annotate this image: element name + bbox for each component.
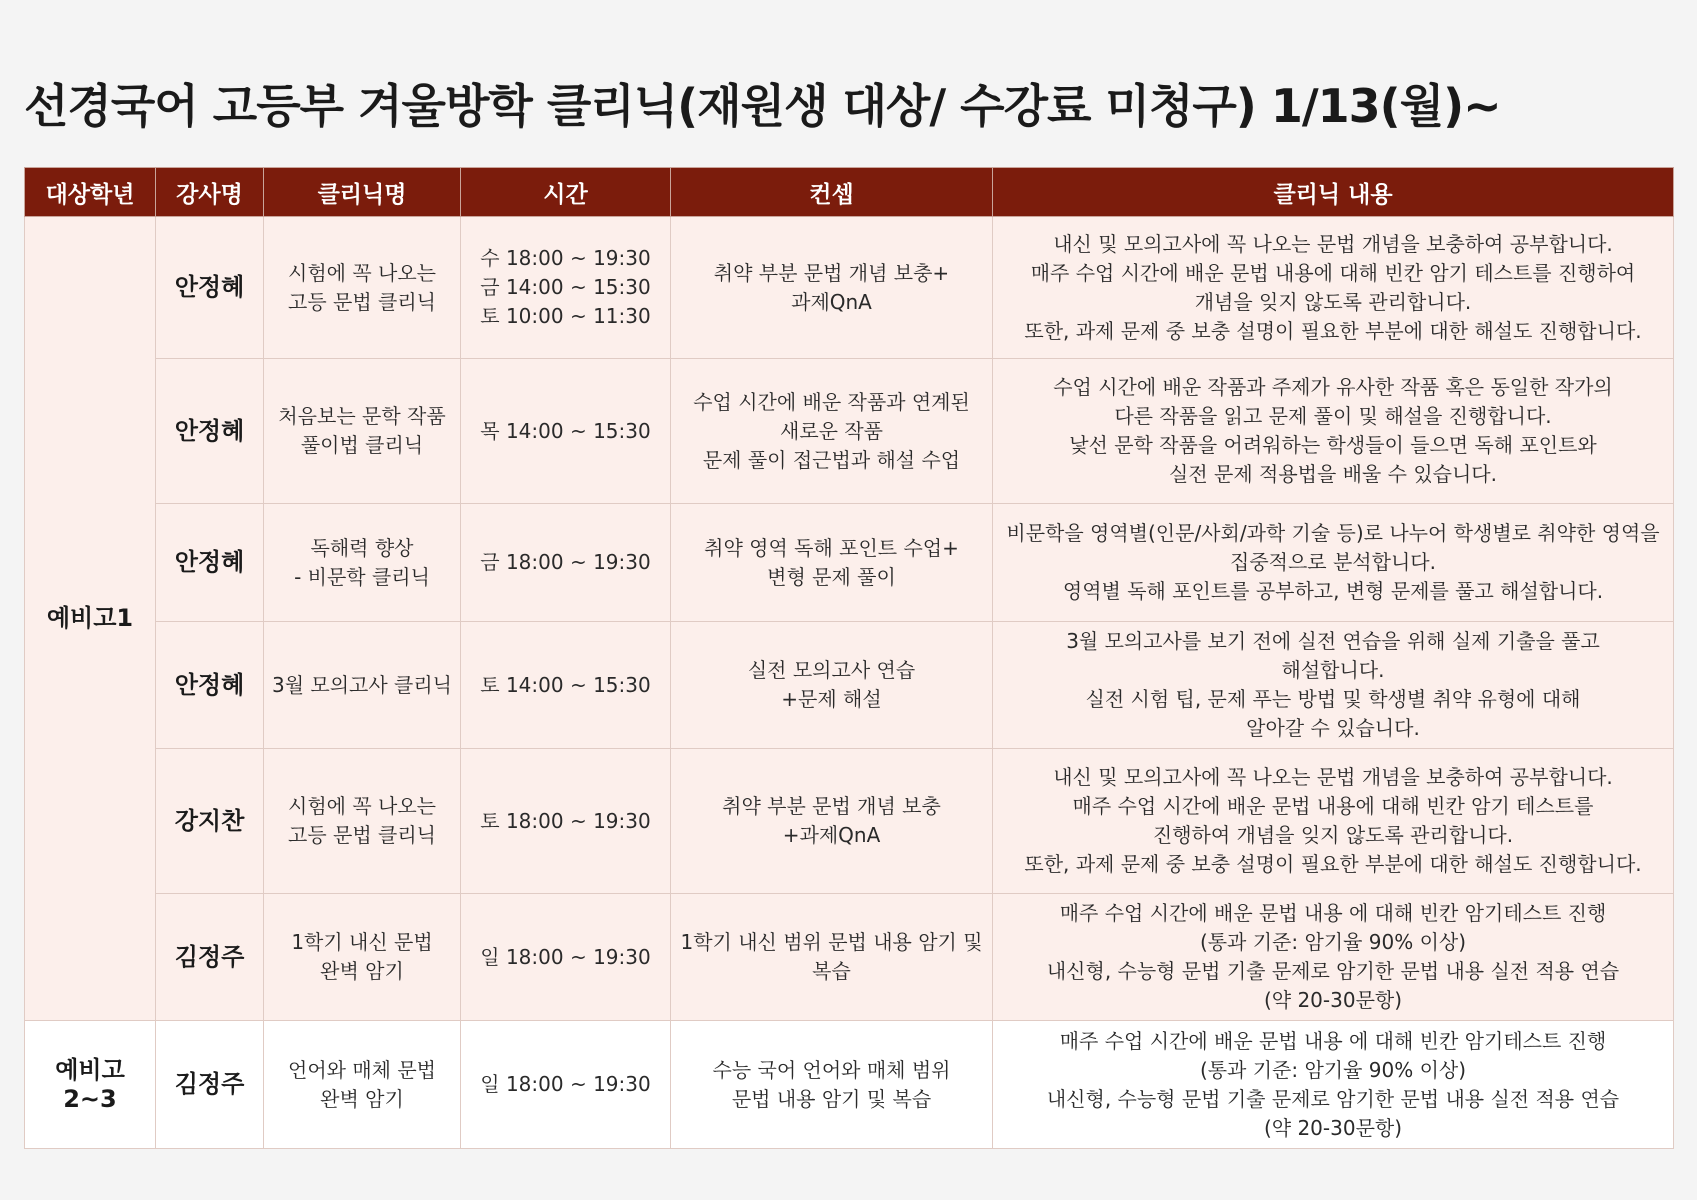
time-cell — [461, 217, 671, 359]
content-cell — [993, 749, 1674, 894]
content-line: 매주 수업 시간에 배운 문법 내용 에 대해 빈칸 암기테스트 진행 — [1059, 901, 1607, 925]
table-row — [25, 504, 1674, 622]
clinic-name-line: 3월 모의고사 클리닉 — [272, 672, 452, 697]
table-row — [25, 359, 1674, 504]
time-cell — [461, 1021, 671, 1149]
content-line: 매주 수업 시간에 배운 문법 내용에 대해 빈칸 암기 테스트를 — [1072, 794, 1594, 818]
clinic-name-line: 고등 문법 클리닉 — [288, 289, 436, 314]
concept-cell — [671, 359, 993, 504]
clinic-name-line: 시험에 꼭 나오는 — [288, 260, 436, 285]
teacher-cell: 안정혜 — [156, 504, 264, 622]
time-line: 금 18:00 ~ 19:30 — [480, 550, 651, 574]
content-cell — [993, 622, 1674, 749]
content-line: 비문학을 영역별(인문/사회/과학 기술 등)로 나누어 학생별로 취약한 영역을 — [1006, 521, 1660, 545]
concept-line: +문제 해설 — [781, 687, 882, 711]
concept-cell — [671, 1021, 993, 1149]
clinic-name-cell — [264, 504, 461, 622]
table-row — [25, 622, 1674, 749]
table-header-row — [25, 168, 1674, 217]
concept-line: 새로운 작품 — [780, 418, 883, 443]
concept-line: 1학기 내신 범위 문법 내용 암기 및 — [680, 930, 983, 954]
content-line: 내신 및 모의고사에 꼭 나오는 문법 개념을 보충하여 공부합니다. — [1053, 765, 1613, 789]
time-line: 토 18:00 ~ 19:30 — [480, 808, 651, 833]
content-line: 영역별 독해 포인트를 공부하고, 변형 문제를 풀고 해설합니다. — [1062, 579, 1604, 603]
clinic-name-line: - 비문학 클리닉 — [294, 564, 430, 589]
teacher-cell: 안정혜 — [156, 622, 264, 749]
grade-cell: 예비고1 — [25, 217, 156, 1021]
grade-line: 2~3 — [63, 1084, 117, 1113]
page-title: 선경국어 고등부 겨울방학 클리닉(재원생 대상/ 수강료 미청구) 1/13(월)~ — [24, 79, 1501, 133]
clinic-name-line: 1학기 내신 문법 — [291, 930, 433, 954]
content-line: (약 20-30문항) — [1263, 1115, 1403, 1140]
content-line: (통과 기준: 암기율 90% 이상) — [1199, 930, 1467, 954]
content-line: 수업 시간에 배운 작품과 주제가 유사한 작품 혹은 동일한 작가의 — [1053, 375, 1613, 399]
concept-line: 과제QnA — [791, 289, 872, 314]
clinic-name-cell — [264, 217, 461, 359]
content-line: (약 20-30문항) — [1263, 988, 1403, 1012]
time-line: 토 14:00 ~ 15:30 — [480, 672, 651, 697]
concept-cell — [671, 622, 993, 749]
concept-line: 수능 국어 언어와 매체 범위 — [712, 1057, 951, 1082]
clinic-name-line: 처음보는 문학 작품 — [278, 404, 446, 428]
concept-line: 문제 풀이 접근법과 해설 수업 — [702, 447, 961, 472]
time-cell — [461, 894, 671, 1021]
clinic-name-line: 풀이법 클리닉 — [300, 433, 424, 457]
clinic-name-line: 완벽 암기 — [320, 1086, 404, 1111]
table-row — [25, 217, 1674, 359]
clinic-schedule-table — [24, 167, 1674, 1149]
concept-line: 수업 시간에 배운 작품과 연계된 — [693, 389, 970, 414]
clinic-name-line: 독해력 향상 — [310, 535, 414, 560]
header-time: 시간 — [461, 168, 671, 217]
concept-line: 변형 문제 풀이 — [767, 564, 896, 589]
header-grade: 대상학년 — [25, 168, 156, 217]
teacher-cell: 강지찬 — [156, 749, 264, 894]
time-line: 일 18:00 ~ 19:30 — [480, 944, 651, 969]
concept-line: 취약 부분 문법 개념 보충 — [722, 794, 941, 818]
time-cell — [461, 749, 671, 894]
clinic-name-cell — [264, 749, 461, 894]
clinic-name-line: 언어와 매체 문법 — [288, 1057, 436, 1082]
concept-cell — [671, 217, 993, 359]
teacher-cell: 안정혜 — [156, 359, 264, 504]
clinic-name-cell — [264, 1021, 461, 1149]
concept-cell — [671, 894, 993, 1021]
concept-line: 실전 모의고사 연습 — [747, 658, 916, 682]
table-row — [25, 1021, 1674, 1149]
time-line: 금 14:00 ~ 15:30 — [480, 275, 651, 299]
time-cell — [461, 359, 671, 504]
time-cell — [461, 622, 671, 749]
time-line: 일 18:00 ~ 19:30 — [480, 1072, 651, 1096]
content-line: 매주 수업 시간에 배운 문법 내용에 대해 빈칸 암기 테스트를 진행하여 — [1030, 260, 1636, 285]
concept-line: +과제QnA — [782, 823, 881, 847]
header-clinic-name: 클리닉명 — [264, 168, 461, 217]
concept-cell — [671, 504, 993, 622]
concept-line: 취약 부분 문법 개념 보충+ — [713, 260, 950, 285]
table-row — [25, 894, 1674, 1021]
teacher-cell: 김정주 — [156, 894, 264, 1021]
time-cell — [461, 504, 671, 622]
header-teacher: 강사명 — [156, 168, 264, 217]
content-line: 진행하여 개념을 잊지 않도록 관리합니다. — [1152, 823, 1514, 847]
clinic-name-cell — [264, 622, 461, 749]
content-line: 또한, 과제 문제 중 보충 설명이 필요한 부분에 대한 해설도 진행합니다. — [1024, 852, 1642, 876]
content-cell — [993, 1021, 1674, 1149]
content-line: 매주 수업 시간에 배운 문법 내용 에 대해 빈칸 암기테스트 진행 — [1059, 1028, 1607, 1053]
clinic-name-cell — [264, 894, 461, 1021]
content-line: 실전 문제 적용법을 배울 수 있습니다. — [1169, 462, 1497, 486]
clinic-name-line: 시험에 꼭 나오는 — [288, 794, 436, 818]
table-row — [25, 749, 1674, 894]
teacher-cell: 김정주 — [156, 1021, 264, 1149]
content-line: 내신형, 수능형 문법 기출 문제로 암기한 문법 내용 실전 적용 연습 — [1046, 1086, 1620, 1111]
clinic-name-line: 완벽 암기 — [320, 959, 404, 983]
content-line: 해설합니다. — [1281, 658, 1385, 682]
header-clinic-content: 클리닉 내용 — [993, 168, 1674, 217]
content-cell — [993, 894, 1674, 1021]
content-line: 또한, 과제 문제 중 보충 설명이 필요한 부분에 대한 해설도 진행합니다. — [1024, 318, 1642, 343]
concept-line: 문법 내용 암기 및 복습 — [731, 1086, 932, 1111]
content-line: 내신 및 모의고사에 꼭 나오는 문법 개념을 보충하여 공부합니다. — [1053, 231, 1613, 256]
concept-cell — [671, 749, 993, 894]
grade-line: 예비고 — [55, 1055, 125, 1084]
concept-line: 복습 — [812, 959, 851, 983]
time-line: 수 18:00 ~ 19:30 — [480, 246, 651, 270]
time-line: 토 10:00 ~ 11:30 — [480, 304, 651, 328]
content-cell — [993, 217, 1674, 359]
content-line: 낯선 문학 작품을 어려워하는 학생들이 들으면 독해 포인트와 — [1069, 433, 1597, 457]
content-line: 다른 작품을 읽고 문제 풀이 및 해설을 진행합니다. — [1114, 404, 1552, 428]
content-line: 실전 시험 팁, 문제 푸는 방법 및 학생별 취약 유형에 대해 — [1085, 687, 1581, 711]
content-line: 개념을 잊지 않도록 관리합니다. — [1194, 289, 1472, 314]
clinic-name-line: 고등 문법 클리닉 — [288, 823, 436, 847]
content-line: 3월 모의고사를 보기 전에 실전 연습을 위해 실제 기출을 풀고 — [1066, 629, 1600, 653]
concept-line: 취약 영역 독해 포인트 수업+ — [704, 535, 959, 560]
grade-cell — [25, 1021, 156, 1149]
clinic-name-cell — [264, 359, 461, 504]
time-line: 목 14:00 ~ 15:30 — [480, 418, 651, 443]
teacher-cell: 안정혜 — [156, 217, 264, 359]
content-line: 내신형, 수능형 문법 기출 문제로 암기한 문법 내용 실전 적용 연습 — [1046, 959, 1620, 983]
content-cell — [993, 504, 1674, 622]
content-line: (통과 기준: 암기율 90% 이상) — [1199, 1057, 1467, 1082]
header-concept: 컨셉 — [671, 168, 993, 217]
content-line: 집중적으로 분석합니다. — [1230, 550, 1436, 574]
content-cell — [993, 359, 1674, 504]
content-line: 알아갈 수 있습니다. — [1246, 716, 1420, 740]
